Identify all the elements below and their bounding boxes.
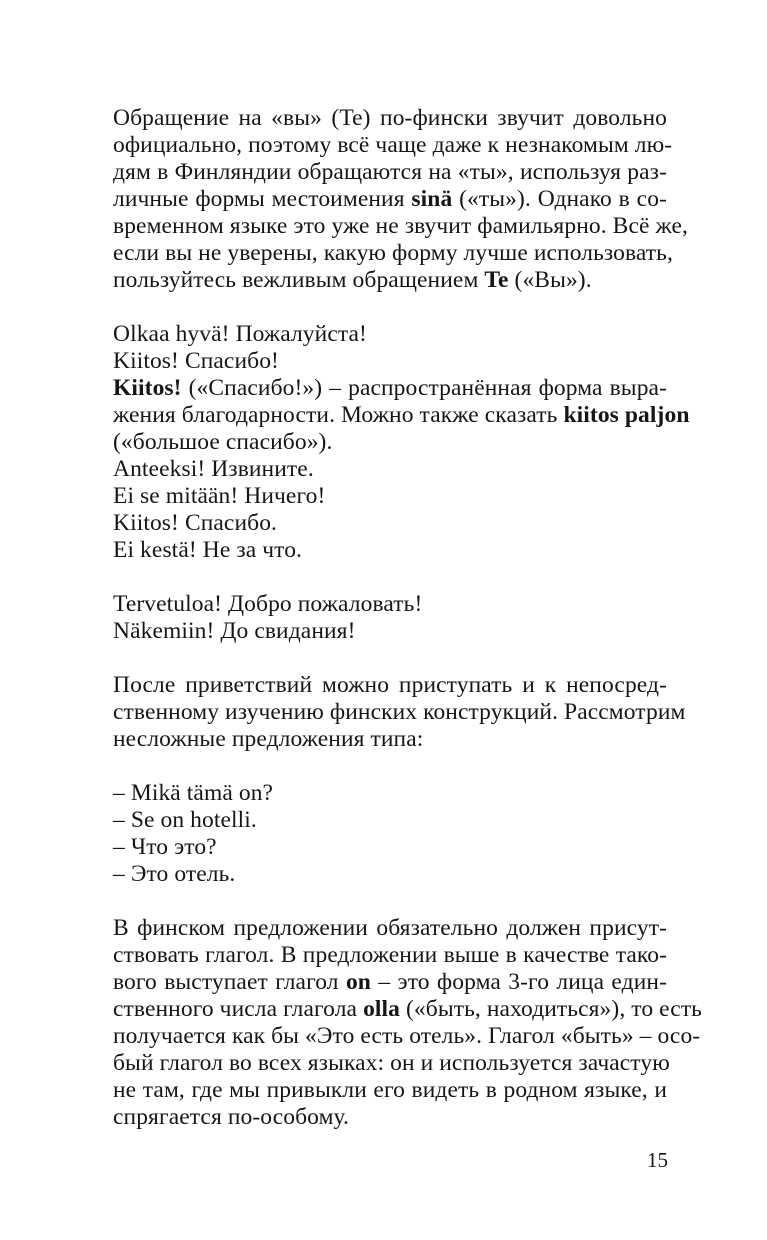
paragraph-3-line-6: бый глагол во всех языках: он и используется зачастую: [113, 1050, 670, 1076]
phrase-olkaa-hyva: Olkaa hyvä! Пожалуйста!: [113, 321, 367, 347]
paragraph-1-line-5: временном языке это уже не звучит фамильярно. Всё же,: [113, 213, 689, 239]
paragraph-2-line-3: несложные предложения типа:: [113, 726, 424, 752]
phrase-nakemiin: Näkemiin! До свидания!: [113, 618, 356, 644]
phrase-kiitos-2: Kiitos! Спасибо.: [113, 510, 278, 536]
text-segment: вого выступает глагол: [113, 969, 346, 995]
phrase-tervetuloa: Tervetuloa! Добро пожаловать!: [113, 591, 423, 617]
paragraph-2-line-2: ственному изучению финских конструкций. Рассмотрим: [113, 699, 686, 725]
text-segment: пользуйтесь вежливым обращением: [113, 267, 485, 293]
phrase-kiitos: Kiitos! Спасибо!: [113, 348, 279, 374]
bold-term-olla: olla: [363, 996, 401, 1022]
paragraph-1-line-1: Обращение на «вы» (Te) по-фински звучит довольно: [113, 105, 667, 131]
paragraph-3-line-2: ствовать глагол. В предложении выше в качестве тако-: [113, 942, 667, 968]
kiitos-note-line-3: («большое спасибо»).: [113, 429, 333, 455]
text-segment: личные формы местоимения: [113, 186, 412, 212]
text-segment: («быть, находиться»), то есть: [400, 996, 703, 1022]
text-segment: («Вы»).: [508, 267, 592, 293]
paragraph-1-line-4: [113, 186, 667, 212]
dialogue-line-2: – Se on hotelli.: [113, 807, 257, 833]
kiitos-note-line-2: [113, 402, 690, 428]
paragraph-1-line-3: дям в Финляндии обращаются на «ты», используя раз-: [113, 159, 667, 185]
phrase-ei-kesta: Ei kestä! Не за что.: [113, 537, 303, 563]
paragraph-1-line-6: если вы не уверены, какую форму лучше использовать,: [113, 240, 673, 266]
text-segment: жения благодарности. Можно также сказать: [113, 402, 564, 428]
paragraph-1-line-2: официально, поэтому всё чаще даже к незнакомым лю-: [113, 132, 673, 158]
dialogue-line-1: – Mikä tämä on?: [113, 780, 274, 806]
dialogue-line-4: – Это отель.: [113, 861, 236, 887]
text-segment: – это форма 3-го лица един-: [370, 969, 667, 995]
dialogue-line-3: – Что это?: [113, 834, 217, 860]
bold-term-te: Te: [484, 267, 509, 293]
paragraph-1-line-7: [113, 267, 592, 293]
paragraph-3-line-8: спрягается по-особому.: [113, 1104, 350, 1130]
bold-term-kiitos-paljon: kiitos paljon: [563, 402, 690, 428]
text-segment: ственного числа глагола: [113, 996, 364, 1022]
phrase-ei-se-mitaan: Ei se mitään! Ничего!: [113, 483, 326, 509]
phrase-anteeksi: Anteeksi! Извините.: [113, 456, 314, 482]
text-segment: («Спасибо!») – распространённая форма выра-: [181, 375, 667, 401]
bold-term-sina: sinä: [411, 186, 453, 212]
paragraph-3-line-3: [113, 969, 667, 995]
paragraph-3-line-4: [113, 996, 703, 1022]
paragraph-2-line-1: После приветствий можно приступать и к непосред-: [113, 672, 667, 698]
bold-term-on: on: [345, 969, 371, 995]
text-segment: («ты»). Однако в со-: [452, 186, 667, 212]
paragraph-3-line-5: получается как бы «Это есть отель». Глагол «быть» – осо-: [113, 1023, 701, 1049]
paragraph-3-line-1: В финском предложении обязательно должен присут-: [113, 915, 667, 941]
bold-term-kiitos: Kiitos!: [113, 375, 182, 401]
page-number: 15: [647, 1148, 668, 1172]
paragraph-3-line-7: не там, где мы привыкли его видеть в родном языке, и: [113, 1077, 667, 1103]
kiitos-note-line-1: [113, 375, 667, 401]
